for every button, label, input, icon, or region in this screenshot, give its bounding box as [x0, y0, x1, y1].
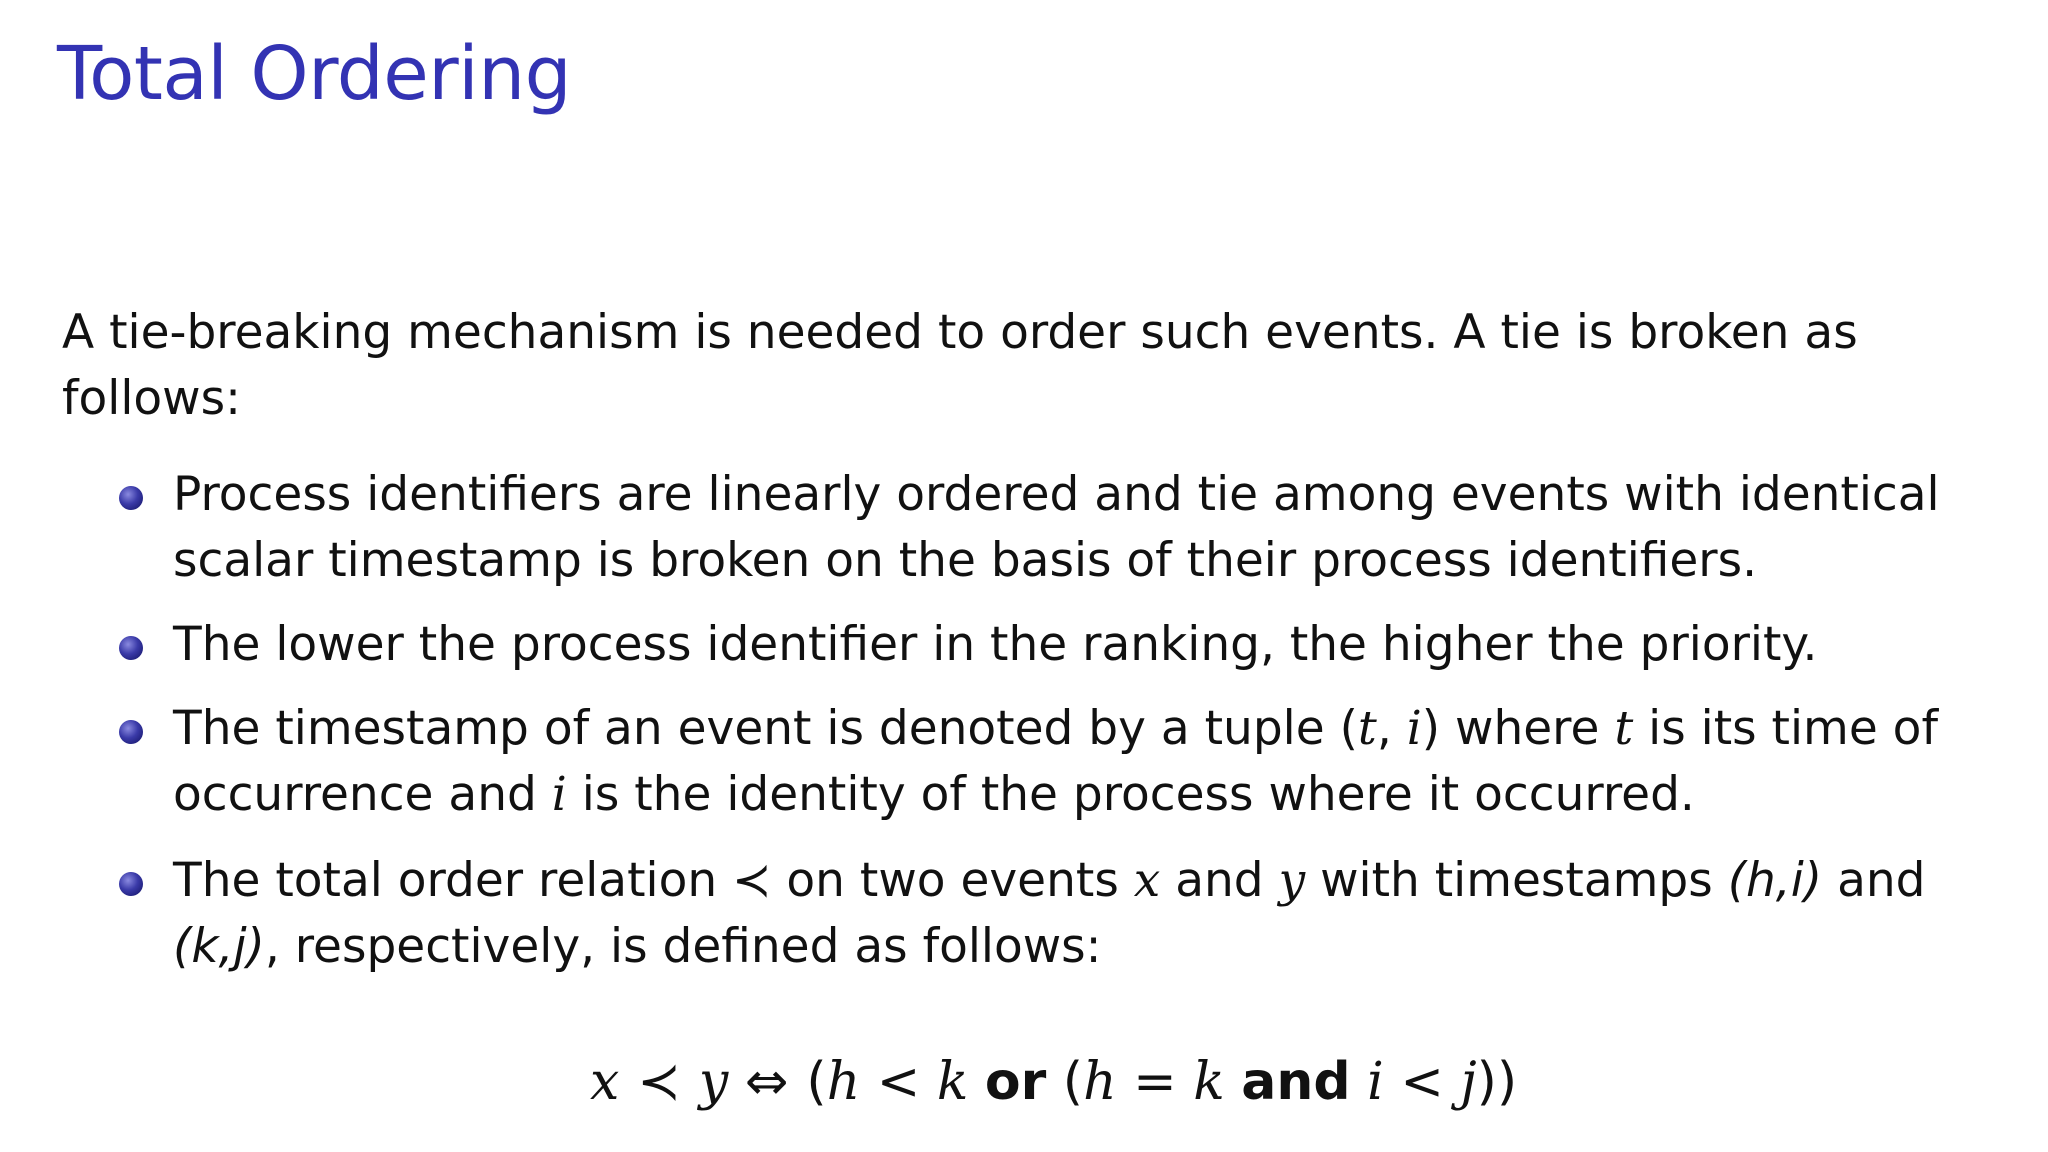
total-order-formula: x ≺ y ⇔ (h < k or (h = k and i < j)): [590, 1052, 1518, 1112]
bullet-icon: [119, 872, 143, 896]
bullet-text: The lower the process identifier in the ranking, the higher the priority.: [173, 617, 1818, 672]
bullet-icon: [119, 636, 143, 660]
bullet-text: The timestamp of an event is denoted by a tuple (t, i) where t is its time of occurrence and i is the identity of the process where it occurred.: [173, 701, 1938, 822]
intro-paragraph: A tie-breaking mechanism is needed to order such events. A tie is broken as follows:: [62, 305, 1858, 426]
bullet-icon: [119, 486, 143, 510]
bullet-icon: [119, 720, 143, 744]
bullet-text: The total order relation ≺ on two events x and y with timestamps (h,i) and (k,j), respectively, is defined as follows:: [173, 853, 1926, 974]
bullet-text: Process identifiers are linearly ordered and tie among events with identical scalar timestamp is broken on the basis of their process identifiers.: [173, 467, 1940, 588]
slide-title: Total Ordering: [57, 31, 572, 117]
